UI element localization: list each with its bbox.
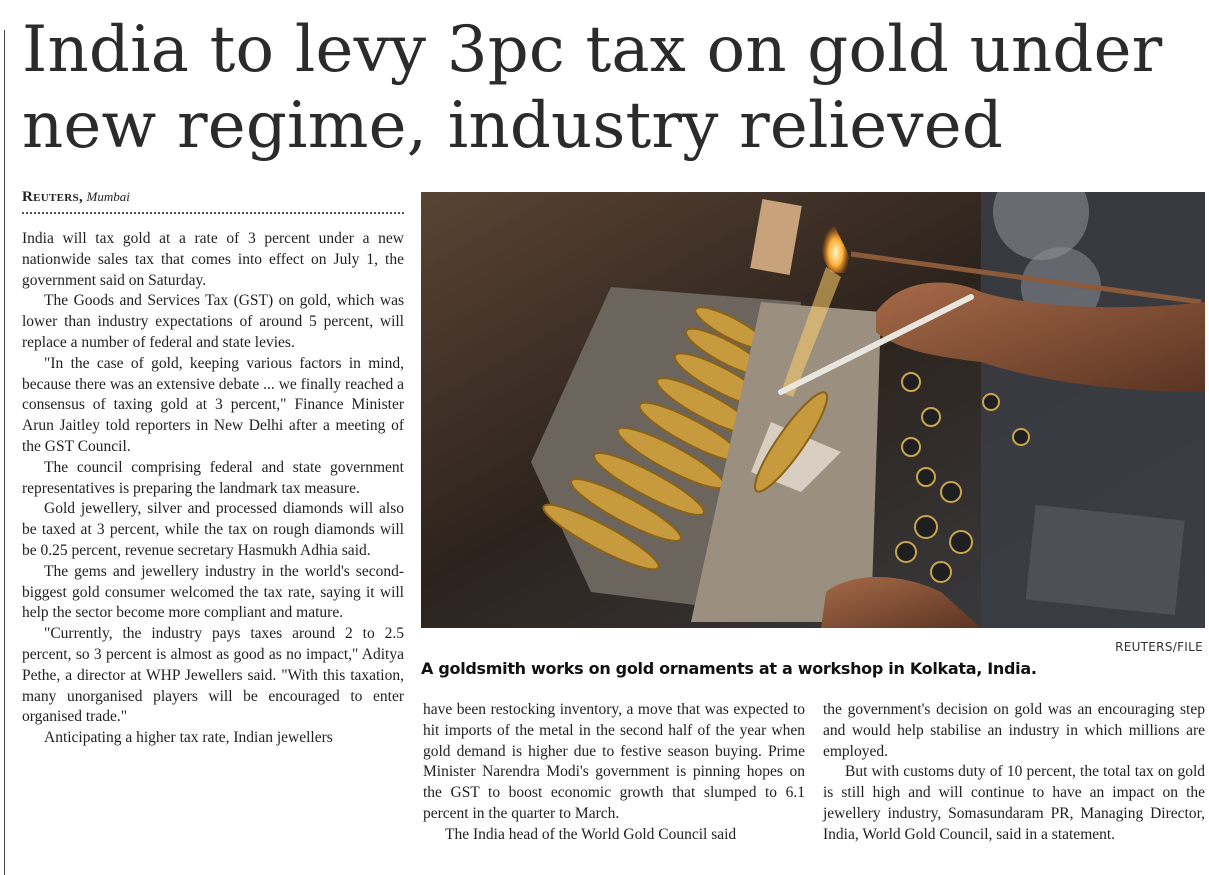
article-column-1 (22, 229, 404, 749)
goldsmith-photo (421, 192, 1205, 628)
paragraph: "Currently, the industry pays taxes around 2 to 2.5 percent, so 3 percent is almost as good as no impact," Aditya Pethe, a director at WHP Jewellers said. "With this taxation, many unorganised players will be encouraged to enter organised trade." (22, 625, 404, 726)
paragraph: But with customs duty of 10 percent, the total tax on gold is still high and will continue to have an impact on the jewellery industry, Somasundaram PR, Managing Director, India, World Gold Council, said in a statement. (823, 763, 1205, 843)
paragraph: The Goods and Services Tax (GST) on gold, which was lower than industry expectations of around 5 percent, will replace a number of federal and state levies. (22, 292, 404, 351)
paragraph: India will tax gold at a rate of 3 percent under a new nationwide sales tax that comes into effect on July 1, the government said on Saturday. (22, 230, 404, 289)
photo-caption: A goldsmith works on gold ornaments at a workshop in Kolkata, India. (421, 659, 1037, 678)
paragraph: Anticipating a higher tax rate, Indian jewellers (44, 729, 333, 747)
article-column-2 (423, 700, 805, 846)
paragraph: The gems and jewellery industry in the world's second-biggest gold consumer welcomed the tax rate, saying it will help the sector become more compliant and mature. (22, 562, 404, 622)
byline-agency: Reuters, (22, 189, 83, 205)
left-column-rule (4, 30, 5, 875)
paragraph: have been restocking inventory, a move that was expected to hit imports of the metal in the second half of the year when gold demand is higher due to festive season buying. Prime Minister Narendra Modi's government is pinning hopes on the GST to boost economic growth that slumped to 6.1 percent in the quarter to March. (423, 701, 805, 822)
paragraph: the government's decision on gold was an encouraging step and would help stabilise an industry in which millions are employed. (823, 701, 1205, 760)
byline (22, 189, 130, 206)
headline: India to levy 3pc tax on gold under new regime, industry relieved (22, 13, 1163, 163)
paragraph: The council comprising federal and state government representatives is preparing the landmark tax measure. (22, 458, 404, 497)
article-column-3 (823, 700, 1205, 846)
byline-dotted-rule (22, 212, 404, 214)
byline-location: Mumbai (86, 189, 130, 204)
paragraph: The India head of the World Gold Council said (445, 825, 737, 843)
photo-credit: REUTERS/FILE (1115, 640, 1203, 654)
paragraph: Gold jewellery, silver and processed diamonds will also be taxed at 3 percent, while the tax on rough diamonds will be 0.25 percent, revenue secretary Hasmukh Adhia said. (22, 500, 404, 559)
paragraph: "In the case of gold, keeping various factors in mind, because there was an extensive debate ... we finally reached a consensus of taxing gold at 3 percent," Finance Minister Arun Jaitley told reporters in New Delhi after a meeting of the GST Council. (22, 354, 404, 455)
